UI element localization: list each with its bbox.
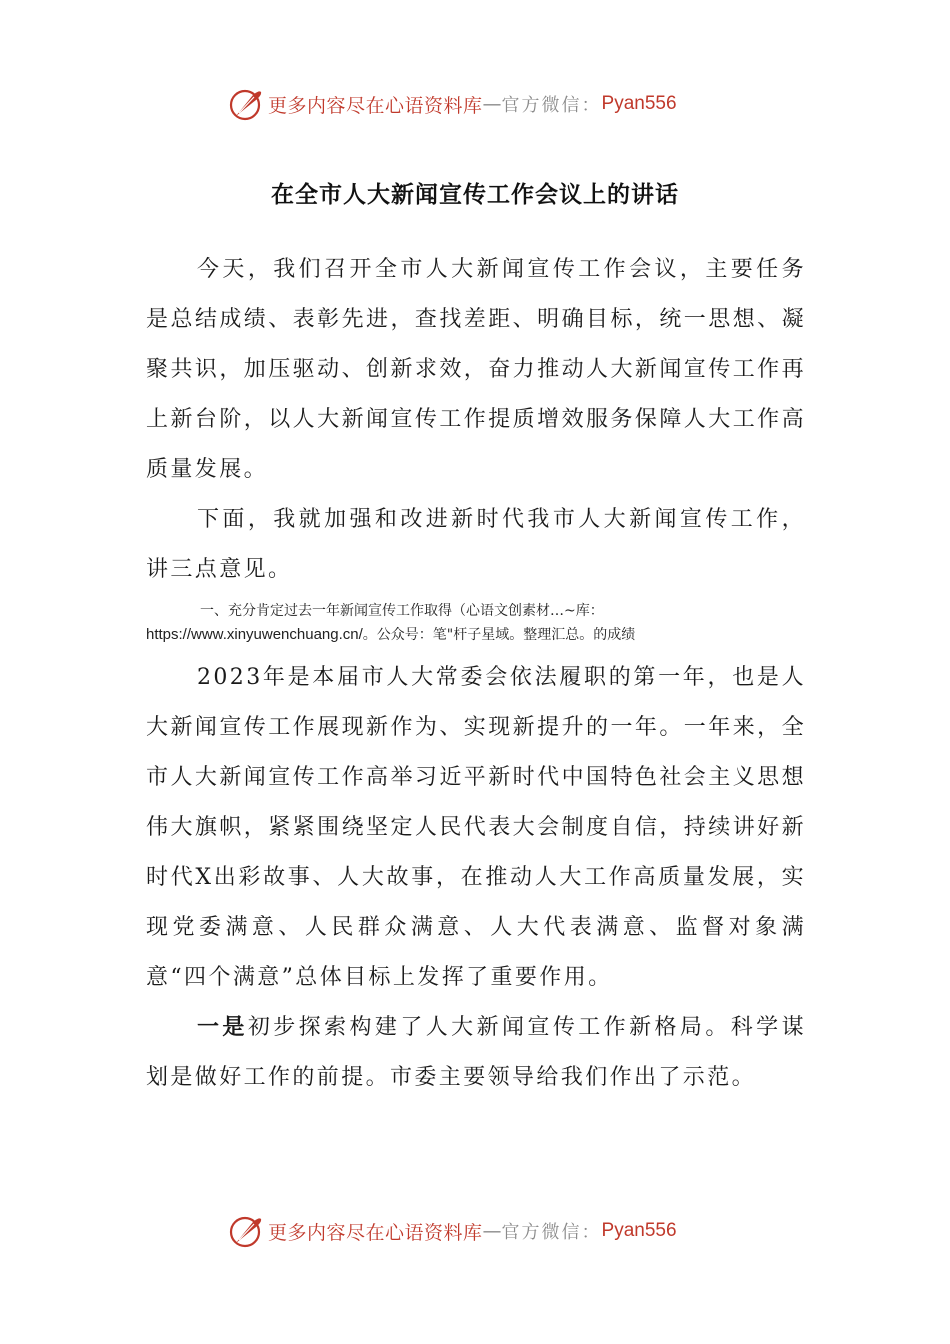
point-one-text: 初步探索构建了人大新闻宣传工作新格局。科学谋划是做好工作的前提。市委主要领导给我们作出了示范。 [146,1015,806,1090]
point-one-lead: 一是 [197,1015,248,1040]
banner-wechat-id: Pyan556 [601,93,677,114]
banner-text: 更多内容尽在心语资料库 [268,94,483,117]
section-heading-1-url: https://www.xinyuwenchuang.cn/ [146,626,363,643]
document-body [146,245,806,1103]
banner-separator: — [482,93,502,115]
paragraph-point-one [146,1003,806,1103]
banner-separator: — [482,1220,502,1242]
section-heading-1 [146,599,806,647]
section-heading-1-suffix: 。公众号：笔"杆子星域。整理汇总。的成绩 [362,627,636,643]
paragraph-intro: 今天，我们召开全市人大新闻宣传工作会议，主要任务是总结成绩、表彰先进，查找差距、明确目标，统一思想、凝聚共识，加压驱动、创新求效，奋力推动人大新闻宣传工作再上新台阶，以人大新闻宣传工作提质增效服务保障人大工作高质量发展。 [146,257,806,482]
banner-label: 官方微信： [501,1222,602,1243]
quill-pen-icon [228,1213,264,1249]
banner-label: 官方微信： [501,95,602,116]
quill-pen-icon [228,86,264,122]
paragraph-2023-summary: 2023年是本届市人大常委会依法履职的第一年，也是人大新闻宣传工作展现新作为、实现新提升的一年。一年来，全市人大新闻宣传工作高举习近平新时代中国特色社会主义思想伟大旗帜，紧紧围绕坚定人民代表大会制度自信，持续讲好新时代X出彩故事、人大故事，在推动人大工作高质量发展，实现党委满意、人民群众满意、人大代表满意、监督对象满意“四个满意”总体目标上发挥了重要作用。 [146,665,806,990]
header-watermark-banner [228,84,748,124]
paragraph-outline: 下面，我就加强和改进新时代我市人大新闻宣传工作，讲三点意见。 [146,507,806,582]
document-title: 在全市人大新闻宣传工作会议上的讲话 [271,182,679,208]
section-heading-1-text: 一、充分肯定过去一年新闻宣传工作取得（心语文创素材…~库： [200,603,604,619]
banner-text: 更多内容尽在心语资料库 [268,1221,483,1244]
footer-watermark-banner [228,1211,748,1251]
banner-wechat-id: Pyan556 [601,1220,677,1241]
